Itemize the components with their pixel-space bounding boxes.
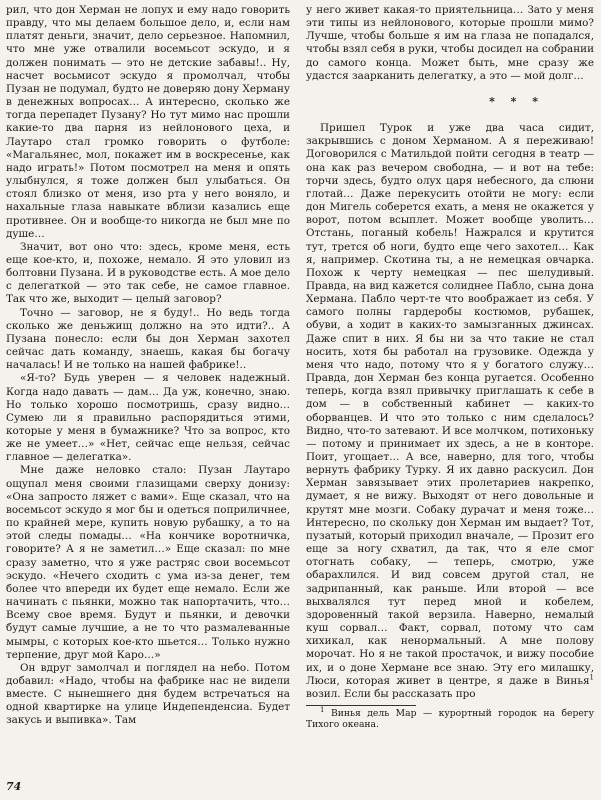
paragraph: Он вдруг замолчал и поглядел на небо. Потом добавил: «Надо, чтобы на фабрике нас не видели вместе. С нынешнего дня будем встречаться на одной квартирке на улице Индепенденсиа. Будет закусь и выпивка». Там [6,661,290,727]
paragraph: Точно — заговор, не я буду!.. Но ведь тогда сколько же деньжищ должно на это идти?.. А Пузана понесло: если бы дон Херман захотел сейчас дать команду, знаешь, какая бы богачу началась! И не только на нашей фабрике!.. [6,306,290,372]
page-number: 74 [6,780,22,793]
left-column [6,4,290,728]
footnote-marker: 1 [589,673,594,682]
paragraph-tail: возил. Если бы рассказать про [306,687,476,700]
paragraph: Мне даже неловко стало: Пузан Лаутаро ощупал меня своими глазищами сверху донизу: «Она запросто ляжет с вами». Еще сказал, что на восемьсот эскудо я мог бы и одеться поприличнее, по крайней мере, купить новую рубашку, а то на этой следы помады… «На кончике воротничка, говорите? А я не заметил…» Еще сказал: по мне сразу заметно, что я уже растряс свои восемьсот эскудо. «Нечего сходить с ума из-за денег, тем более что впереди их будет еще немало. Если же начинать с пьянки, можно так напортачить, что… Всему свое время. Будут и пьянки, и девочки будут самые лучшие, а не то что размалеванные мымры, с которых кое-кто шьется… Только нужно терпение, друг мой Каро…» [6,464,290,661]
section-separator: * * * [489,94,544,108]
paragraph-text: Пришел Турок и уже два часа сидит, закрывшись с доном Херманом. А я переживаю! Договорился с Матильдой пойти сегодня в театр — она как раз вечером свободна, — и вот на тебе: торчи здесь, будто олух царя небесного, да слюни глотай… Даже перекусить отойти не могу: если дон Мигель соберется ехать, а меня не окажется у ворот, потом всыплет. Может вообще уволить… Отстань, поганый кобель! Нажрался и крутится тут, трется об ноги, будто еще чего захотел… Как я, например. Скотина ты, а не немецкая овчарка. Похож к черту немецкая — пес шелудивый. Правда, на вид кажется солиднее Пабло, сына дона Хермана. Пабло черт-те что воображает из себя. У самого полны гардеробы костюмов, рубашек, обуви, а ходит в каких-то замызганных джинсах. Даже спит в них. Я бы ни за что такие не стал носить, хотя бы работал на грузовике. Одежда у меня что надо, потому что я у богатого служу… Правда, дон Херман без конца ругается. Особенно теперь, когда взял привычку приглашать к себе в дом — в собственный кабинет — каких-то оборванцев. И что это только с ним сделалось? Видно, что-то затевают. И все молчком, потихоньку — потому и принимает их здесь, а не в конторе. Поит, угощает… А все, наверно, для того, чтобы вернуть фабрику Турку. Я их давно раскусил. Дон Херман завязывает этих пролетариев накрепко, думает, я не вижу. Выходят от него довольные и крутят мне мозги. Собаку дурачат и меня тоже… Интересно, по скольку дон Херман им выдает? Тот, пузатый, который приходил вначале, — Прозит его еще за ногу схватил, да так, что я еле смог отогнать собаку, — теперь, смотрю, уже обарахлился. И вид совсем другой стал, не задрипанный, как раньше. Или второй — все выхвалялся тут перед мной и кобелем, здоровенный такой верзила. Наверно, немалый куш сорвал… Факт, сорвал, потому что сам хихикал, как ненормальный. А мне полову морочат. Но я не такой простачок, и вижу пособие их, и о доне Хермане все знаю. Эту его милашку, Люси, которая живет в центре, я даже в Винья [306,122,594,687]
right-column [306,4,594,731]
footnote [306,705,594,731]
paragraph [306,122,594,701]
paragraph: у него живет какая-то приятельница… Зато у меня эти типы из нейлонового, которые прошли мимо? Лучше, чтобы больше я им на глаза не попадался, чтобы взял себя в руки, чтобы досидел на собрании до самого конца. Может быть, мне сразу же удастся заарканить делегатку, а это — мой долг… [306,4,594,82]
footnote-number: 1 [320,705,325,714]
paragraph: Значит, вот оно что: здесь, кроме меня, есть еще кое-кто, и, похоже, немало. Я это уловил из болтовни Пузана. И в руководстве есть. А мое дело с делегаткой — это так себе, не самое главное. Так что же, выходит — целый заговор? [6,240,290,306]
paragraph: рил, что дон Херман не лопух и ему надо говорить правду, что мы делаем большое дело, и, если нам платят деньги, значит, дело серьезное. Напомнил, что мне уже отвалили восемьсот эскудо, и я должен понимать — это не детские забавы!.. Ну, насчет восьмисот эскудо я промолчал, чтобы Пузан не подумал, будто не доверяю дону Херману в денежных вопросах… А интересно, сколько же тогда перепадет Пузану? Но тут мимо нас прошли какие-то два парня из нейлонового цеха, и Лаутаро стал громко говорить о футболе: «Магальянес, мол, покажет им в воскресенье, как надо играть!» Потом посмотрел на меня и опять улыбнулся, я тоже должен был улыбаться. Он стоял близко от меня, изо рта у него воняло, и нахальные глаза навыкате вблизи казались еще противнее. Он и вообще-то никогда не был мне по душе… [6,4,290,240]
paragraph: «Я-то? Будь уверен — я человек надежный. Когда надо давать — дам… Да уж, конечно, знаю. Но только хорошо посмотришь, сразу видно… Сумею ли я правильно распорядиться этими, которые у меня в бумажнике? Что за вопрос, кто же не умеет…» «Нет, сейчас еще нельзя, сейчас главное — делегатка». [6,372,290,464]
book-page [6,4,596,794]
footnote-text: Винья дель Мар — курортный городок на берегу Тихого океана. [306,707,594,731]
